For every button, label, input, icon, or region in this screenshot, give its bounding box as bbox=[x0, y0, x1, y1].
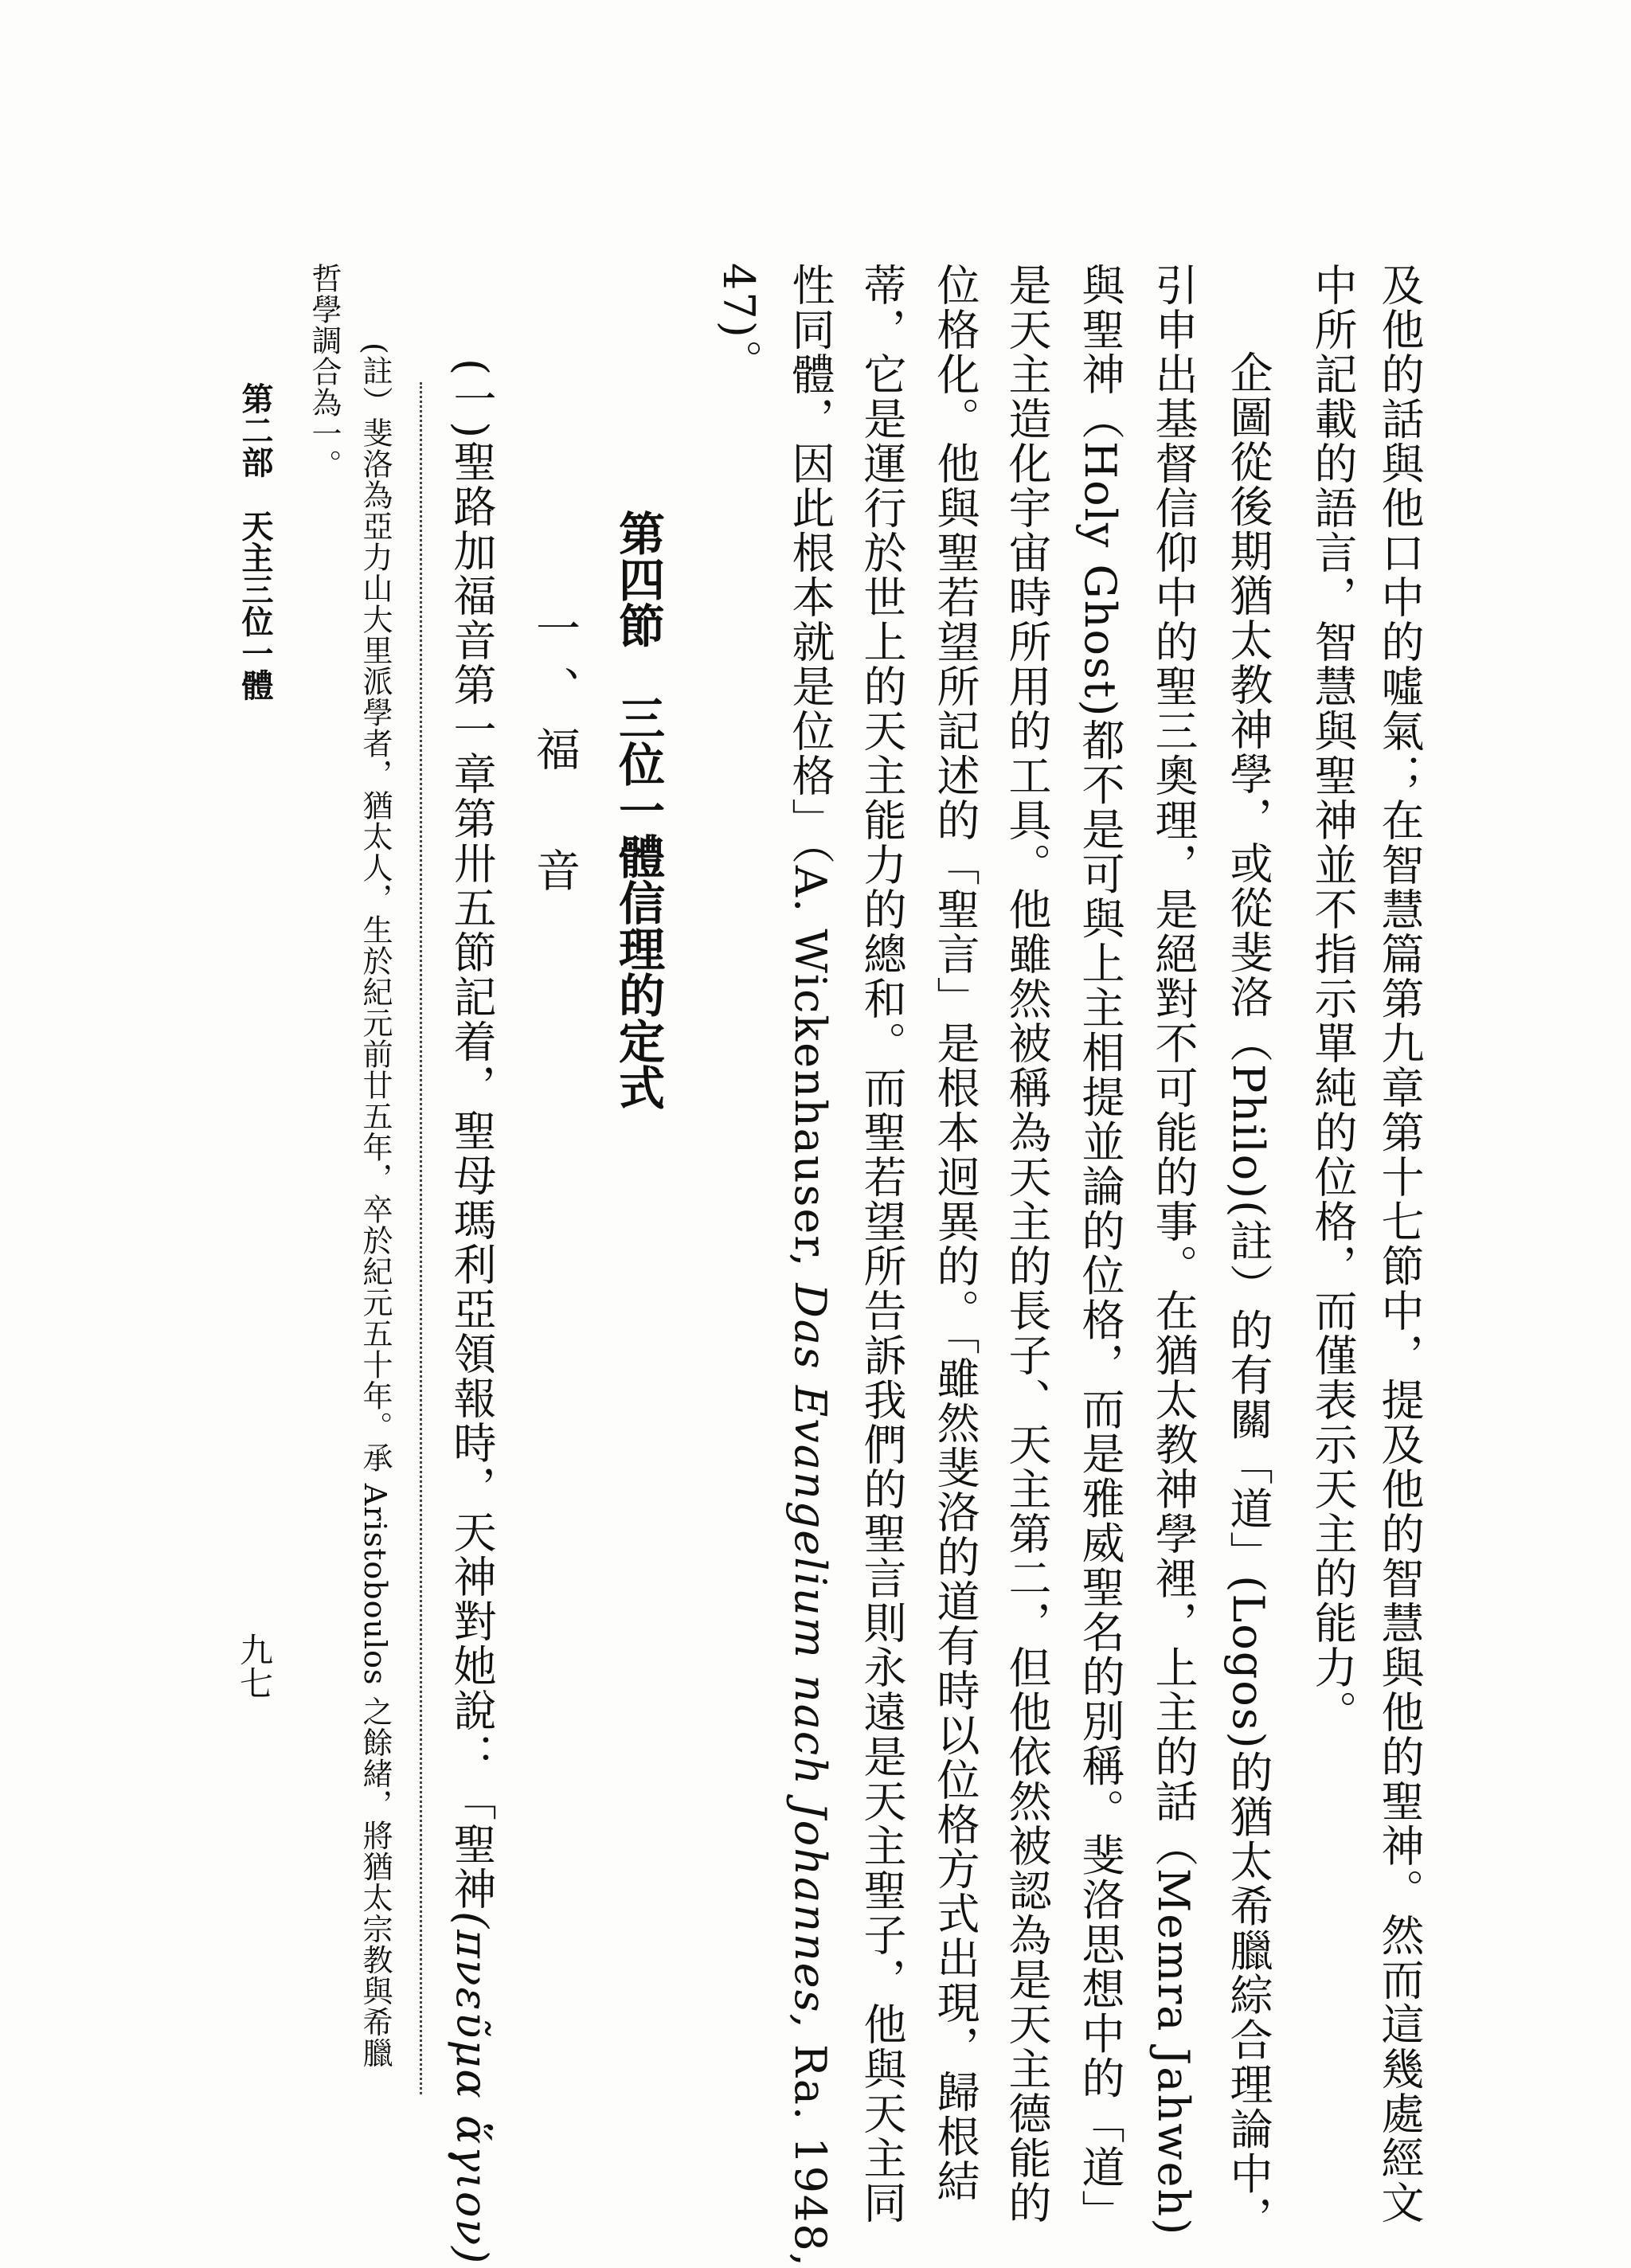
body-column-2: 中所記載的語言，智慧與聖神並不指示單純的位格，而僅表示天主的能力。 bbox=[1308, 263, 1358, 1734]
item-1-marker: (一) bbox=[447, 358, 497, 440]
citation-book-title: Das Evangelium nach Johannes, bbox=[785, 1283, 835, 2029]
body-column-3: 企圖從後期猶太教神學，或從斐洛（Philo)(註）的有關「道」(Logos)的猶太希臘綜合理論中， bbox=[1223, 350, 1273, 2241]
body-column-8: 蒂，它是運行於世上的天主能力的總和。而聖若望所告訴我們的聖言則永遠是天主聖子，他與天主同 bbox=[857, 263, 907, 2225]
greek-term: (πνεῦμα ἅγιον) bbox=[447, 1911, 497, 2266]
section-title: 第四節 三位一體信理的定式 bbox=[611, 510, 665, 1110]
body-column-5: 與聖神（Holy Ghost)都不是可與上主相提並論的位格，而是雅威聖名的別稱。斐洛思想中的「道」 bbox=[1075, 263, 1125, 2235]
body-column-10: 47)。 bbox=[714, 263, 764, 384]
running-head: 第二部 天主三位一體 bbox=[237, 382, 274, 701]
page-number: 九七 bbox=[235, 1633, 274, 1699]
section-subtitle: 一、福 音 bbox=[529, 605, 581, 908]
item-1 bbox=[447, 358, 497, 2266]
footnote-line-2: 哲學調合為一。 bbox=[307, 263, 342, 480]
body-column-7: 位格化。他與聖若望所記述的「聖言」是根本迥異的。「雖然斐洛的道有時以位格方式出現，歸根結 bbox=[930, 263, 980, 2203]
footnote-divider bbox=[420, 382, 422, 2094]
body-column-9-tail: Ra. 1948, bbox=[785, 2028, 835, 2268]
body-column-1: 及他的話與他口中的噓氣；在智慧篇第九章第十七節中，提及他的智慧與他的聖神。然而這幾處經文 bbox=[1375, 263, 1425, 2225]
body-column-6: 是天主造化宇宙時所用的工具。他雖然被稱為天主的長子、天主第二，但他依然被認為是天主德能的 bbox=[1002, 263, 1052, 2225]
footnote-line-1: (註）斐洛為亞力山大里派學者，猶太人，生於紀元前廿五年，卒於紀元五十年。承 Aristoboulos 之餘緒，將猶太宗教與希臘 bbox=[358, 342, 393, 2069]
body-column-4: 引申出基督信仰中的聖三奧理，是絕對不可能的事。在猶太教神學裡，上主的話（Memra Jahweh) bbox=[1148, 263, 1199, 2237]
item-1-text: 聖路加福音第一章第卅五節記着，聖母瑪利亞領報時，天神對她說：「聖神 bbox=[447, 440, 497, 1912]
body-column-9 bbox=[785, 263, 835, 2268]
body-column-9-text: 性同體，因此根本就是位格」（A. Wickenhauser, bbox=[785, 263, 835, 1284]
